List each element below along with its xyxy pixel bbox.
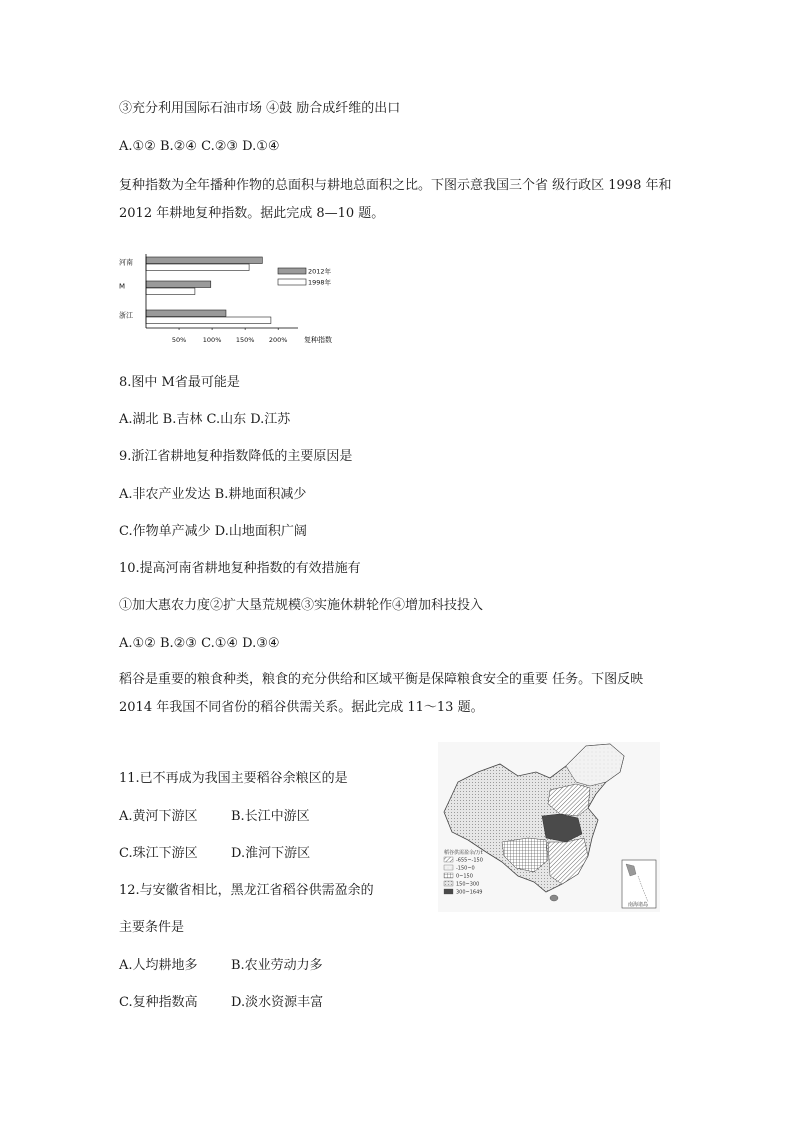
q9-options-cd: C.作物单产减少 D.山地面积广阔 [119,524,307,539]
q11-option-d: D.淮河下游区 [231,846,311,861]
passage-multiple-cropping: 复种指数为全年播种作物的总面积与耕地总面积之比。下图示意我国三个省 级行政区 1998 年和 2012 年耕地复种指数。据此完成 8—10 题。 [119,178,672,221]
q11-stem: 11.已不再成为我国主要稻谷余粮区的是 [119,771,348,786]
chart-bar-2012 [146,281,211,288]
multiple-cropping-index-chart [118,248,348,348]
q12-option-b: B.农业劳动力多 [231,958,323,973]
q11-option-a: A.黄河下游区 [119,809,198,824]
chart-bar-2012 [146,310,226,317]
q8-options: A.湖北 B.吉林 C.山东 D.江苏 [119,412,291,427]
q12-option-c: C.复种指数高 [119,995,198,1010]
map-legend-item-4: 150~300 [456,881,480,888]
chart-legend-label: 2012年 [308,267,332,276]
chart-tick-label: 200% [268,336,288,344]
hainan-island [550,895,558,901]
passage-rice-supply: 稻谷是重要的粮食种类，粮食的充分供给和区域平衡是保障粮食安全的重要 任务。下图反映 2014 年我国不同省份的稻谷供需关系。据此完成 11～13 题。 [119,672,644,715]
chart-bar-1998 [146,288,195,295]
chart-tick-label: 150% [235,336,255,344]
chart-x-axis-label: 复种指数 [304,336,332,344]
chart-bar-1998 [146,317,271,324]
q12-stem-line2: 主要条件是 [119,920,185,935]
q12-options-cd [119,994,323,1012]
q7-options: A.①② B.②④ C.②③ D.①④ [119,139,280,154]
q10-stem: 10.提高河南省耕地复种指数的有效措施有 [119,561,361,576]
q11-option-b: B.长江中游区 [231,809,310,824]
q12-option-a: A.人均耕地多 [119,958,198,973]
q10-choices: ①加大惠农力度②扩大垦荒规模③实施休耕轮作④增加科技投入 [119,598,484,613]
q9-options-ab: A.非农产业发达 B.耕地面积减少 [119,487,307,502]
q11-options-ab [119,808,310,826]
rice-supply-demand-map [438,742,660,912]
map-legend-item-1: -655~-150 [456,857,483,864]
q11-option-c: C.珠江下游区 [119,846,198,861]
q7-choices-tail: ③充分利用国际石油市场 ④鼓 励合成纤维的出口 [119,101,401,116]
q9-stem: 9.浙江省耕地复种指数降低的主要原因是 [119,449,353,464]
chart-tick-label: 100% [202,336,222,344]
chart-category-label: M [119,282,126,291]
chart-legend-swatch [278,268,306,274]
chart-bar-2012 [146,257,262,264]
chart-legend-label: 1998年 [308,278,332,287]
map-legend-title: 稻谷供需盈余/万t [444,850,483,856]
inset-label: 南海诸岛 [627,902,649,908]
south-china-sea-inset [622,860,656,908]
q12-option-d: D.淡水资源丰富 [231,995,324,1010]
chart-bar-1998 [146,264,249,271]
q10-options: A.①② B.②③ C.①④ D.③④ [119,636,280,651]
map-legend-item-3: 0~150 [456,873,473,880]
q12-stem-line1: 12.与安徽省相比，黑龙江省稻谷供需盈余的 [119,883,374,898]
chart-legend-swatch [278,279,306,285]
chart-category-label: 浙江 [119,311,133,320]
map-legend-item-5: 300~1649 [456,889,483,896]
map-legend-item-2: -150~0 [456,865,475,872]
chart-category-label: 河南 [119,258,133,267]
q8-stem: 8.图中 M省最可能是 [119,375,240,390]
q12-options-ab [119,957,323,975]
q11-options-cd [119,845,310,863]
chart-tick-label: 50% [171,336,187,344]
